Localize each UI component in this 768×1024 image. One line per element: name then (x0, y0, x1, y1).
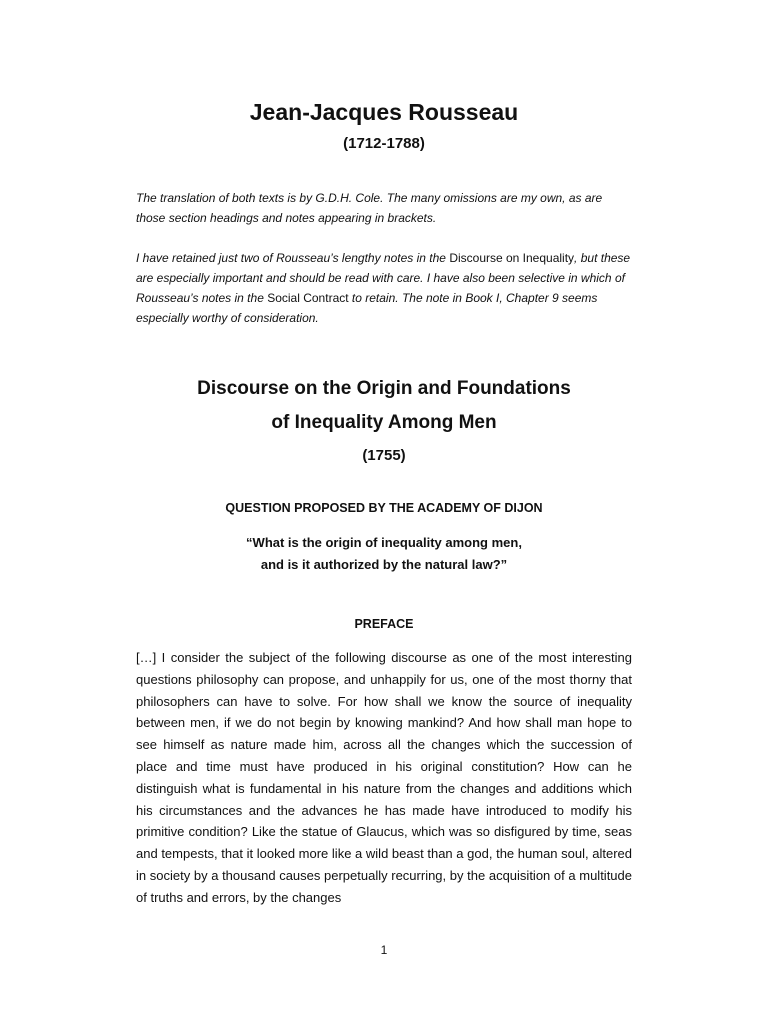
question-line-1: “What is the origin of inequality among men, (246, 535, 522, 550)
author-dates: (1712-1788) (343, 135, 425, 152)
notes-selection-note (136, 248, 632, 328)
discourse-title-reference: Discourse on Inequality (449, 251, 575, 265)
work-title (136, 372, 632, 440)
note-text-part-3: to retain. The note in Book I, Chapter 9 seems especially worthy of consideration. (136, 291, 598, 325)
translator-note: The translation of both texts is by G.D.H. Cole. The many omissions are my own, as are those section headings and notes appearing in brackets. (136, 191, 603, 225)
note-text-part-2: , but these are especially important and should be read with care. I have also been selective in which of Rousseau’s notes in the (136, 251, 631, 305)
work-title-line-1: Discourse on the Origin and Foundations (197, 378, 571, 399)
social-contract-reference: Social Contract (267, 291, 349, 305)
question-line-2: and is it authorized by the natural law?” (260, 557, 508, 572)
author-name: Jean-Jacques Rousseau (249, 99, 519, 125)
question-heading: QUESTION PROPOSED BY THE ACADEMY OF DIJON (225, 501, 543, 515)
work-year: (1755) (362, 447, 406, 464)
preface-paragraph: […] I consider the subject of the following discourse as one of the most interesting questions philosophy can propose, and unhappily for us, one of the most thorny that philosophers can have to solve. For how shall we know the source of inequality between men, if we do not begin by knowing mankind? And how shall man hope to see himself as nature made him, across all the changes which the succession of place and time must have produced in his original constitution? How can he distinguish what is fundamental in his nature from the changes and additions which his circumstances and the advances he has made have introduced to modify his primitive condition? Like the statue of Glaucus, which was so disfigured by time, seas and tempests, that it looked more like a wild beast than a god, the human soul, altered in society by a thousand causes perpetually recurring, by the acquisition of a multitude of truths and errors, by the changes (136, 650, 632, 905)
note-text-part-1: I have retained just two of Rousseau’s lengthy notes in the (136, 251, 450, 265)
page-number: 1 (380, 943, 388, 957)
academy-question (136, 532, 632, 576)
page-content (136, 96, 632, 909)
work-title-line-2: of Inequality Among Men (271, 412, 497, 433)
preface-heading: PREFACE (354, 617, 414, 631)
